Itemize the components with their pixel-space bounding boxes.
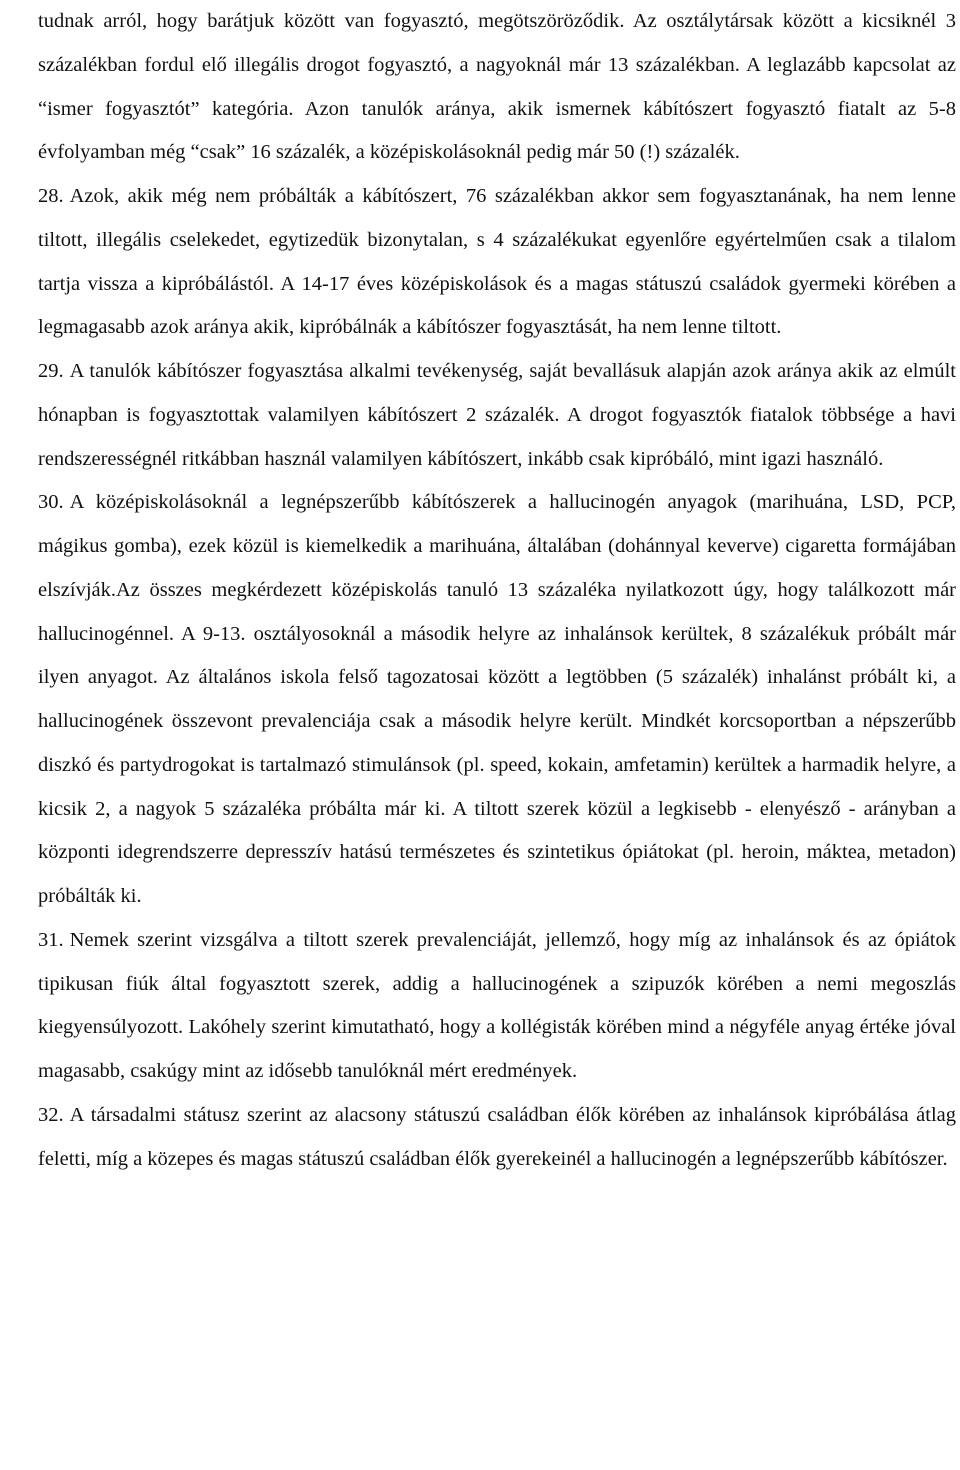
paragraph-text: A társadalmi státusz szerint az alacsony státuszú családban élők körében az inhalánsok kipróbálása átlag feletti, míg a közepes és magas státuszú családban élők gyerekeinél a hallucinogén a legnépszerűbb kábítószer. [38, 1103, 956, 1170]
paragraph-number: 28. [38, 185, 64, 207]
document-page [38, 0, 956, 1181]
paragraph-text: Nemek szerint vizsgálva a tiltott szerek prevalenciáját, jellemző, hogy míg az inhalánsok és az ópiátok tipikusan fiúk által fogyasztott szerek, addig a hallucinogének a szipuzók körében a nemi megoszlás kiegyensúlyozott. Lakóhely szerint kimutatható, hogy a kollégisták körében mind a négyféle anyag értéke jóval magasabb, csakúgy mint az idősebb tanulóknál mért eredmények. [38, 928, 956, 1082]
paragraph-number: 30. [38, 491, 64, 514]
paragraph-text: Azok, akik még nem próbálták a kábítószert, 76 százalékban akkor sem fogyasztanának, ha nem lenne tiltott, illegális cselekedet, egytizedük bizonytalan, s 4 százalékukat egyenlőre egyértelműen csak a tilalom tartja vissza a kipróbálástól. A 14-17 éves középiskolások és a magas státuszú családok gyermeki körében a legmagasabb azok aránya akik, kipróbálnák a kábítószer fogyasztását, ha nem lenne tiltott. [38, 185, 956, 339]
intro-paragraph: tudnak arról, hogy barátjuk között van fogyasztó, megötszöröződik. Az osztálytársak között a kicsiknél 3 százalékban fordul elő illegális drogot fogyasztó, a nagyoknál már 13 százalékban. A leglazább kapcsolat az “ismer fogyasztót” kategória. Azon tanulók aránya, akik ismernek kábítószert fogyasztó fiatalt az 5-8 évfolyamban még “csak” 16 százalék, a középiskolásoknál pedig már 50 (!) százalék. [38, 10, 956, 164]
paragraph-number: 32. [38, 1103, 64, 1126]
numbered-paragraph-30 [38, 481, 956, 919]
paragraph-text: A tanulók kábítószer fogyasztása alkalmi tevékenység, saját bevallásuk alapján azok aránya akik az elmúlt hónapban is fogyasztottak valamilyen kábítószert 2 százalék. A drogot fogyasztók fiatalok többsége a havi rendszerességnél ritkábban használ valamilyen kábítószert, inkább csak kipróbáló, mint igazi használó. [38, 360, 956, 470]
paragraph-number: 29. [38, 360, 64, 382]
paragraph-text: A középiskolásoknál a legnépszerűbb kábítószerek a hallucinogén anyagok (marihuána, LSD, PCP, mágikus gomba), ezek közül is kiemelkedik a marihuána, általában (dohánnyal keverve) cigaretta formájában elszívják.Az összes megkérdezett középiskolás tanuló 13 százaléka nyilatkozott úgy, hogy találkozott már hallucinogénnel. A 9-13. osztályosoknál a második helyre az inhalánsok kerültek, 8 százalékuk próbált már ilyen anyagot. Az általános iskola felső tagozatosai között a legtöbben (5 százalék) inhalánst próbált ki, a hallucinogének összevont prevalenciája csak a második helyre került. Mindkét korcsoportban a népszerűbb diszkó és partydrogokat is tartalmazó stimulánsok (pl. speed, kokain, amfetamin) kerültek a harmadik helyre, a kicsik 2, a nagyok 5 százaléka próbálta már ki. A tiltott szerek közül a legkisebb - elenyésző - arányban a központi idegrendszerre depresszív hatású természetes és szintetikus ópiátokat (pl. heroin, máktea, metadon) próbálták ki. [38, 491, 956, 907]
paragraph-number: 31. [38, 928, 64, 951]
numbered-paragraph-28 [38, 175, 956, 350]
numbered-paragraph-32 [38, 1094, 956, 1182]
numbered-paragraph-31 [38, 919, 956, 1094]
numbered-paragraph-29 [38, 350, 956, 481]
